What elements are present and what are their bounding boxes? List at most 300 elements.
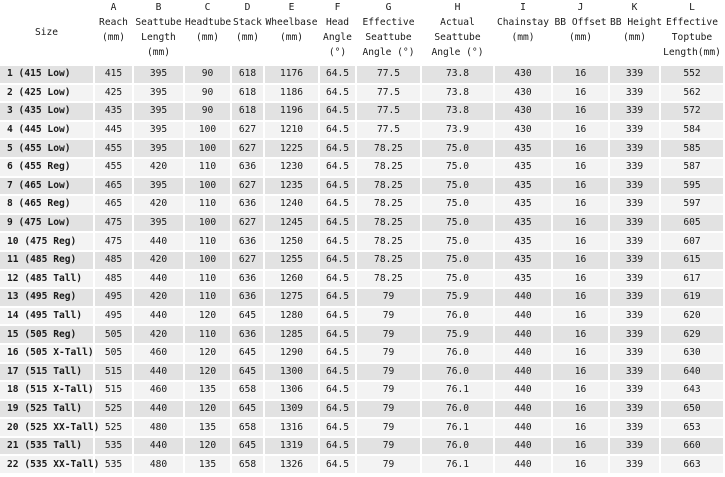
column-header-line: Reach (99, 17, 128, 28)
value-cell: 78.25 (357, 178, 420, 195)
value-cell: 77.5 (357, 66, 420, 83)
value-cell: 440 (134, 271, 183, 288)
value-cell: 16 (553, 419, 608, 436)
column-header-g (357, 0, 420, 64)
value-cell: 64.5 (320, 271, 355, 288)
value-cell: 100 (185, 252, 230, 269)
column-header-line: (mm) (568, 32, 593, 43)
column-header-a (95, 0, 132, 64)
table-row (0, 159, 723, 176)
value-cell: 16 (553, 345, 608, 362)
value-cell: 120 (185, 364, 230, 381)
column-header-line: Wheelbase (265, 17, 318, 28)
value-cell: 75.0 (422, 196, 493, 213)
value-cell: 1290 (265, 345, 318, 362)
value-cell: 1316 (265, 419, 318, 436)
value-cell: 660 (661, 438, 723, 455)
value-cell: 435 (495, 271, 551, 288)
value-cell: 495 (95, 308, 132, 325)
size-cell: 16 (505 X-Tall) (0, 345, 93, 362)
value-cell: 485 (95, 271, 132, 288)
value-cell: 636 (232, 233, 263, 250)
value-cell: 16 (553, 364, 608, 381)
table-body (0, 66, 723, 473)
value-cell: 440 (495, 289, 551, 306)
value-cell: 79 (357, 382, 420, 399)
value-cell: 617 (661, 271, 723, 288)
table-header (0, 0, 723, 64)
column-header-line: Actual (440, 17, 475, 28)
table-row (0, 103, 723, 120)
value-cell: 636 (232, 289, 263, 306)
column-header-line: Seattube (365, 32, 412, 43)
value-cell: 505 (95, 345, 132, 362)
value-cell: 435 (95, 103, 132, 120)
value-cell: 339 (610, 419, 659, 436)
table-row (0, 233, 723, 250)
column-header-line: Angle (°) (362, 47, 415, 58)
value-cell: 339 (610, 85, 659, 102)
column-header-line: Headtube (185, 17, 232, 28)
value-cell: 339 (610, 401, 659, 418)
value-cell: 79 (357, 345, 420, 362)
value-cell: 110 (185, 289, 230, 306)
table-row (0, 66, 723, 83)
value-cell: 1235 (265, 178, 318, 195)
size-cell: 17 (515 Tall) (0, 364, 93, 381)
value-cell: 1309 (265, 401, 318, 418)
value-cell: 618 (232, 103, 263, 120)
value-cell: 435 (495, 159, 551, 176)
value-cell: 64.5 (320, 438, 355, 455)
value-cell: 339 (610, 140, 659, 157)
value-cell: 339 (610, 289, 659, 306)
value-cell: 445 (95, 122, 132, 139)
value-cell: 572 (661, 103, 723, 120)
value-cell: 76.1 (422, 456, 493, 473)
column-header-c (185, 0, 230, 64)
value-cell: 636 (232, 271, 263, 288)
column-letter: J (577, 2, 584, 13)
value-cell: 440 (495, 382, 551, 399)
value-cell: 64.5 (320, 196, 355, 213)
value-cell: 16 (553, 438, 608, 455)
value-cell: 110 (185, 159, 230, 176)
size-cell: 2 (425 Low) (0, 85, 93, 102)
value-cell: 16 (553, 140, 608, 157)
value-cell: 627 (232, 252, 263, 269)
value-cell: 16 (553, 178, 608, 195)
value-cell: 135 (185, 382, 230, 399)
table-row (0, 215, 723, 232)
value-cell: 339 (610, 103, 659, 120)
column-header-f (320, 0, 355, 64)
value-cell: 645 (232, 308, 263, 325)
column-header-line: Angle (°) (431, 47, 484, 58)
size-cell: 18 (515 X-Tall) (0, 382, 93, 399)
value-cell: 64.5 (320, 382, 355, 399)
value-cell: 495 (95, 289, 132, 306)
value-cell: 120 (185, 438, 230, 455)
column-letter: B (155, 2, 162, 13)
column-header-line: Seattube (434, 32, 481, 43)
table-row (0, 178, 723, 195)
value-cell: 16 (553, 308, 608, 325)
table-row (0, 382, 723, 399)
value-cell: 658 (232, 382, 263, 399)
table-row (0, 308, 723, 325)
value-cell: 645 (232, 401, 263, 418)
value-cell: 79 (357, 308, 420, 325)
value-cell: 440 (495, 438, 551, 455)
value-cell: 395 (134, 140, 183, 157)
value-cell: 430 (495, 66, 551, 83)
column-header-line: (mm) (101, 32, 126, 43)
value-cell: 64.5 (320, 159, 355, 176)
value-cell: 339 (610, 308, 659, 325)
value-cell: 640 (661, 364, 723, 381)
column-header-line: (°) (328, 47, 347, 58)
value-cell: 339 (610, 178, 659, 195)
value-cell: 525 (95, 401, 132, 418)
header-row (0, 0, 723, 64)
value-cell: 120 (185, 401, 230, 418)
value-cell: 1250 (265, 233, 318, 250)
value-cell: 78.25 (357, 271, 420, 288)
table-row (0, 140, 723, 157)
value-cell: 78.25 (357, 159, 420, 176)
value-cell: 395 (134, 122, 183, 139)
table-row (0, 401, 723, 418)
value-cell: 440 (495, 419, 551, 436)
value-cell: 78.25 (357, 215, 420, 232)
column-header-line: BB Offset (554, 17, 607, 28)
value-cell: 663 (661, 456, 723, 473)
size-cell: 10 (475 Reg) (0, 233, 93, 250)
value-cell: 64.5 (320, 252, 355, 269)
column-header-k (610, 0, 662, 64)
value-cell: 627 (232, 178, 263, 195)
value-cell: 480 (134, 419, 183, 436)
value-cell: 658 (232, 419, 263, 436)
size-cell: 8 (465 Reg) (0, 196, 93, 213)
value-cell: 1230 (265, 159, 318, 176)
column-header-line: (mm) (146, 47, 171, 58)
value-cell: 515 (95, 364, 132, 381)
value-cell: 627 (232, 122, 263, 139)
value-cell: 339 (610, 382, 659, 399)
table-row (0, 364, 723, 381)
value-cell: 76.0 (422, 345, 493, 362)
value-cell: 64.5 (320, 85, 355, 102)
column-header-d (232, 0, 263, 64)
column-header-h (422, 0, 493, 64)
value-cell: 100 (185, 122, 230, 139)
value-cell: 562 (661, 85, 723, 102)
value-cell: 607 (661, 233, 723, 250)
value-cell: 1225 (265, 140, 318, 157)
value-cell: 339 (610, 159, 659, 176)
value-cell: 339 (610, 196, 659, 213)
value-cell: 75.0 (422, 252, 493, 269)
value-cell: 339 (610, 233, 659, 250)
value-cell: 79 (357, 419, 420, 436)
value-cell: 76.0 (422, 438, 493, 455)
value-cell: 1275 (265, 289, 318, 306)
value-cell: 1326 (265, 456, 318, 473)
value-cell: 76.0 (422, 401, 493, 418)
value-cell: 79 (357, 326, 420, 343)
size-cell: 5 (455 Low) (0, 140, 93, 157)
value-cell: 587 (661, 159, 723, 176)
value-cell: 395 (134, 178, 183, 195)
value-cell: 16 (553, 159, 608, 176)
table-row (0, 271, 723, 288)
value-cell: 525 (95, 419, 132, 436)
size-cell: 12 (485 Tall) (0, 271, 93, 288)
value-cell: 75.0 (422, 233, 493, 250)
value-cell: 339 (610, 66, 659, 83)
value-cell: 79 (357, 456, 420, 473)
value-cell: 100 (185, 140, 230, 157)
value-cell: 618 (232, 85, 263, 102)
value-cell: 64.5 (320, 326, 355, 343)
value-cell: 120 (185, 345, 230, 362)
value-cell: 480 (134, 456, 183, 473)
value-cell: 16 (553, 382, 608, 399)
value-cell: 636 (232, 196, 263, 213)
size-cell: 21 (535 Tall) (0, 438, 93, 455)
value-cell: 440 (495, 401, 551, 418)
value-cell: 64.5 (320, 364, 355, 381)
value-cell: 455 (95, 159, 132, 176)
value-cell: 465 (95, 178, 132, 195)
value-cell: 77.5 (357, 103, 420, 120)
column-header-line: (mm) (235, 32, 260, 43)
column-letter: K (631, 2, 638, 13)
value-cell: 77.5 (357, 85, 420, 102)
value-cell: 440 (134, 364, 183, 381)
value-cell: 584 (661, 122, 723, 139)
size-cell: 15 (505 Reg) (0, 326, 93, 343)
value-cell: 64.5 (320, 308, 355, 325)
value-cell: 16 (553, 456, 608, 473)
value-cell: 440 (495, 345, 551, 362)
value-cell: 75.9 (422, 326, 493, 343)
value-cell: 120 (185, 308, 230, 325)
column-header-line: (mm) (511, 32, 535, 43)
table-row (0, 438, 723, 455)
table-row (0, 289, 723, 306)
value-cell: 1280 (265, 308, 318, 325)
column-header-line: (mm) (622, 32, 647, 43)
value-cell: 339 (610, 345, 659, 362)
value-cell: 420 (134, 159, 183, 176)
value-cell: 110 (185, 196, 230, 213)
value-cell: 1196 (265, 103, 318, 120)
table-row (0, 196, 723, 213)
value-cell: 73.8 (422, 103, 493, 120)
column-header-j (553, 0, 608, 64)
value-cell: 440 (134, 308, 183, 325)
value-cell: 339 (610, 438, 659, 455)
value-cell: 435 (495, 196, 551, 213)
column-header-line: Effective (362, 17, 415, 28)
value-cell: 16 (553, 66, 608, 83)
column-header-b (134, 0, 183, 64)
value-cell: 64.5 (320, 140, 355, 157)
value-cell: 73.8 (422, 66, 493, 83)
value-cell: 16 (553, 196, 608, 213)
value-cell: 135 (185, 456, 230, 473)
value-cell: 650 (661, 401, 723, 418)
size-cell: 7 (465 Low) (0, 178, 93, 195)
column-header-l (661, 0, 723, 64)
value-cell: 16 (553, 252, 608, 269)
value-cell: 395 (134, 66, 183, 83)
value-cell: 339 (610, 215, 659, 232)
value-cell: 435 (495, 140, 551, 157)
value-cell: 1255 (265, 252, 318, 269)
value-cell: 420 (134, 196, 183, 213)
value-cell: 64.5 (320, 233, 355, 250)
value-cell: 552 (661, 66, 723, 83)
column-header-line: Angle (323, 32, 352, 43)
value-cell: 339 (610, 456, 659, 473)
column-header-line: Chainstay (497, 17, 549, 28)
column-header-line: (mm) (279, 32, 304, 43)
value-cell: 440 (495, 364, 551, 381)
value-cell: 645 (232, 364, 263, 381)
value-cell: 73.8 (422, 85, 493, 102)
column-header-line: Effective (666, 17, 718, 28)
value-cell: 440 (134, 233, 183, 250)
value-cell: 1300 (265, 364, 318, 381)
value-cell: 16 (553, 271, 608, 288)
size-cell: 22 (535 XX-Tall) (0, 456, 93, 473)
column-letter: F (334, 2, 341, 13)
value-cell: 658 (232, 456, 263, 473)
value-cell: 643 (661, 382, 723, 399)
size-cell: 11 (485 Reg) (0, 252, 93, 269)
value-cell: 79 (357, 438, 420, 455)
value-cell: 64.5 (320, 419, 355, 436)
value-cell: 64.5 (320, 215, 355, 232)
value-cell: 75.0 (422, 140, 493, 157)
value-cell: 1186 (265, 85, 318, 102)
value-cell: 435 (495, 215, 551, 232)
column-header-line: BB Height (610, 17, 662, 28)
value-cell: 535 (95, 456, 132, 473)
value-cell: 110 (185, 326, 230, 343)
column-letter: I (520, 2, 526, 13)
value-cell: 339 (610, 122, 659, 139)
size-cell: 3 (435 Low) (0, 103, 93, 120)
value-cell: 90 (185, 85, 230, 102)
value-cell: 485 (95, 252, 132, 269)
value-cell: 75.0 (422, 178, 493, 195)
size-cell: 20 (525 XX-Tall) (0, 419, 93, 436)
value-cell: 110 (185, 271, 230, 288)
value-cell: 75.9 (422, 289, 493, 306)
value-cell: 339 (610, 252, 659, 269)
value-cell: 627 (232, 140, 263, 157)
value-cell: 76.0 (422, 364, 493, 381)
value-cell: 645 (232, 438, 263, 455)
column-letter: G (385, 2, 392, 13)
value-cell: 1260 (265, 271, 318, 288)
table-row (0, 85, 723, 102)
value-cell: 78.25 (357, 233, 420, 250)
value-cell: 90 (185, 103, 230, 120)
value-cell: 135 (185, 419, 230, 436)
value-cell: 90 (185, 66, 230, 83)
size-cell: 13 (495 Reg) (0, 289, 93, 306)
value-cell: 64.5 (320, 289, 355, 306)
value-cell: 636 (232, 326, 263, 343)
value-cell: 619 (661, 289, 723, 306)
value-cell: 535 (95, 438, 132, 455)
column-letter: D (244, 2, 251, 13)
column-letter: H (454, 2, 461, 13)
value-cell: 100 (185, 178, 230, 195)
value-cell: 627 (232, 215, 263, 232)
value-cell: 1210 (265, 122, 318, 139)
value-cell: 440 (134, 401, 183, 418)
value-cell: 630 (661, 345, 723, 362)
value-cell: 110 (185, 233, 230, 250)
value-cell: 395 (134, 215, 183, 232)
value-cell: 339 (610, 326, 659, 343)
value-cell: 64.5 (320, 178, 355, 195)
value-cell: 475 (95, 233, 132, 250)
value-cell: 440 (495, 456, 551, 473)
value-cell: 455 (95, 140, 132, 157)
value-cell: 415 (95, 66, 132, 83)
value-cell: 16 (553, 401, 608, 418)
value-cell: 395 (134, 103, 183, 120)
value-cell: 460 (134, 345, 183, 362)
table-row (0, 345, 723, 362)
table-row (0, 456, 723, 473)
value-cell: 78.25 (357, 252, 420, 269)
value-cell: 505 (95, 326, 132, 343)
value-cell: 1285 (265, 326, 318, 343)
value-cell: 64.5 (320, 103, 355, 120)
value-cell: 629 (661, 326, 723, 343)
size-cell: 4 (445 Low) (0, 122, 93, 139)
value-cell: 1240 (265, 196, 318, 213)
value-cell: 339 (610, 271, 659, 288)
value-cell: 16 (553, 233, 608, 250)
size-cell: 6 (455 Reg) (0, 159, 93, 176)
value-cell: 16 (553, 215, 608, 232)
column-header-line: (mm) (195, 32, 220, 43)
column-letter: C (204, 2, 211, 13)
value-cell: 1176 (265, 66, 318, 83)
column-letter: A (110, 2, 117, 13)
value-cell: 435 (495, 233, 551, 250)
size-cell: 19 (525 Tall) (0, 401, 93, 418)
value-cell: 430 (495, 122, 551, 139)
table-row (0, 419, 723, 436)
value-cell: 653 (661, 419, 723, 436)
value-cell: 64.5 (320, 345, 355, 362)
value-cell: 76.1 (422, 419, 493, 436)
value-cell: 435 (495, 178, 551, 195)
value-cell: 645 (232, 345, 263, 362)
column-header-line: Seattube (135, 17, 182, 28)
